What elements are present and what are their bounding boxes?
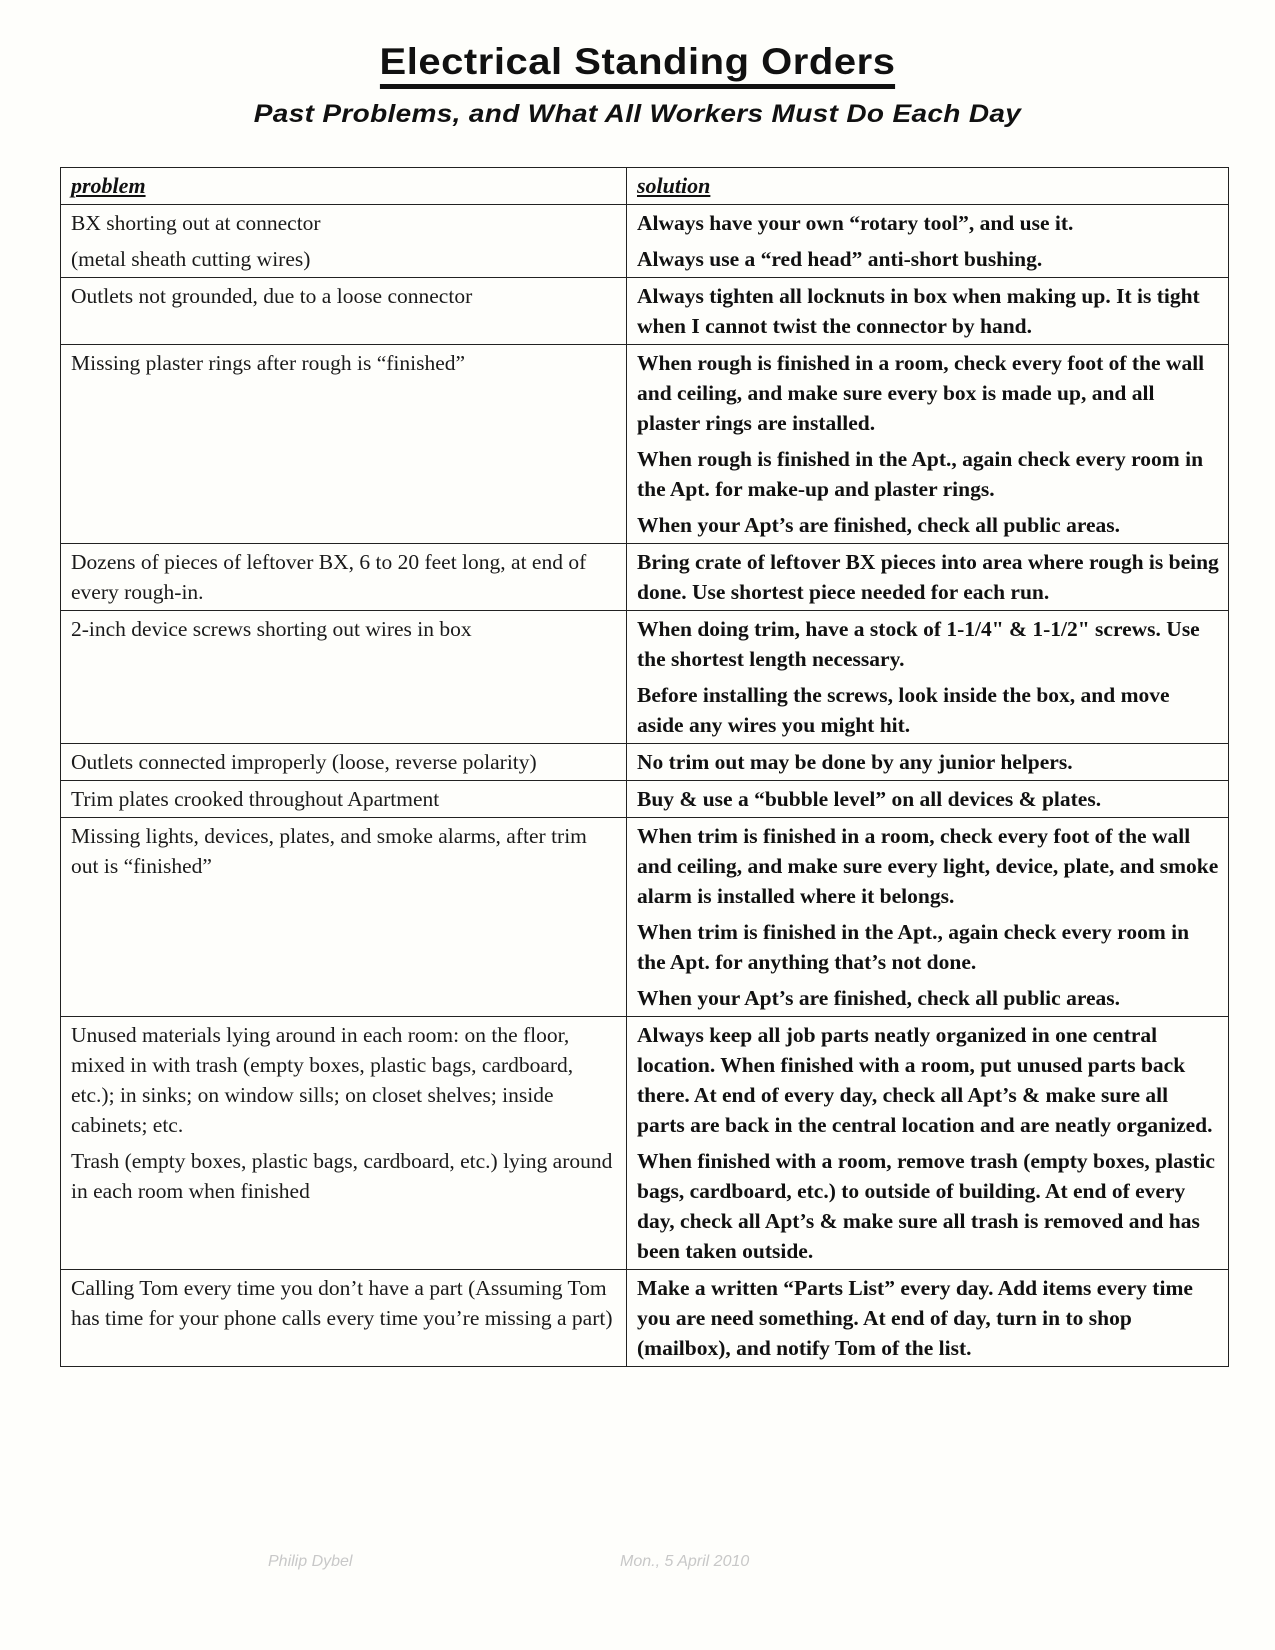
solution-cell <box>627 544 1229 611</box>
problem-cell <box>61 818 627 1017</box>
problem-text: Outlets connected improperly (loose, reverse polarity) <box>71 750 537 774</box>
table-row <box>61 1270 1229 1367</box>
table-row <box>61 744 1229 781</box>
table-row <box>61 781 1229 818</box>
solution-text: Make a written “Parts List” every day. Add items every time you are need something. At end of day, turn in to shop (mailbox), and notify Tom of the list. <box>637 1276 1193 1360</box>
solution-text: When finished with a room, remove trash (empty boxes, plastic bags, cardboard, etc.) to outside of building. At end of every day, check all Apt’s & make sure all trash is removed and has been taken outside. <box>637 1149 1215 1263</box>
solution-text: When your Apt’s are finished, check all public areas. <box>637 513 1121 537</box>
table-row <box>61 818 1229 1017</box>
problem-cell <box>61 781 627 818</box>
header-solution-cell <box>627 168 1229 205</box>
table-row <box>61 1017 1229 1270</box>
header-problem-cell <box>61 168 627 205</box>
solution-cell <box>627 278 1229 345</box>
problem-text: (metal sheath cutting wires) <box>71 247 311 271</box>
solution-cell <box>627 205 1229 278</box>
problem-cell <box>61 345 627 544</box>
table-row <box>61 205 1229 278</box>
solution-cell <box>627 781 1229 818</box>
problem-cell <box>61 278 627 345</box>
solution-cell <box>627 611 1229 744</box>
table-row <box>61 345 1229 544</box>
standing-orders-table <box>60 167 1229 1367</box>
solution-cell <box>627 1270 1229 1367</box>
solution-cell <box>627 1017 1229 1270</box>
header-solution: solution <box>637 173 711 198</box>
document-title-text: Electrical Standing Orders <box>380 40 896 89</box>
solution-text: Buy & use a “bubble level” on all devices & plates. <box>637 787 1102 811</box>
problem-cell <box>61 1017 627 1270</box>
footer-author: Philip Dybel <box>268 1553 353 1570</box>
solution-text: When rough is finished in the Apt., again check every room in the Apt. for make-up and plaster rings. <box>637 447 1204 501</box>
footer-date: Mon., 5 April 2010 <box>620 1553 750 1570</box>
problem-text: Trash (empty boxes, plastic bags, cardboard, etc.) lying around in each room when finished <box>71 1149 613 1203</box>
problem-cell <box>61 205 627 278</box>
solution-text: Always have your own “rotary tool”, and use it. <box>637 211 1074 235</box>
solution-text: Always tighten all locknuts in box when making up. It is tight when I cannot twist the connector by hand. <box>637 284 1200 338</box>
solution-cell <box>627 818 1229 1017</box>
table-row <box>61 544 1229 611</box>
solution-cell <box>627 744 1229 781</box>
solution-text: Always keep all job parts neatly organized in one central location. When finished with a room, put unused parts back there. At end of every day, check all Apt’s & make sure all parts are back in the central location and are neatly organized. <box>637 1023 1213 1137</box>
solution-text: When your Apt’s are finished, check all public areas. <box>637 986 1121 1010</box>
problem-cell <box>61 744 627 781</box>
problem-text: Trim plates crooked throughout Apartment <box>71 787 440 811</box>
solution-text: When trim is finished in a room, check every foot of the wall and ceiling, and make sure every light, device, plate, and smoke alarm is installed where it belongs. <box>637 824 1219 908</box>
problem-text: Dozens of pieces of leftover BX, 6 to 20 feet long, at end of every rough-in. <box>71 550 587 604</box>
solution-text: Bring crate of leftover BX pieces into area where rough is being done. Use shortest piece needed for each run. <box>637 550 1219 604</box>
solution-text: No trim out may be done by any junior helpers. <box>637 750 1073 774</box>
problem-cell <box>61 611 627 744</box>
table-row <box>61 278 1229 345</box>
document-title <box>0 40 1275 89</box>
problem-cell <box>61 1270 627 1367</box>
solution-text: When rough is finished in a room, check every foot of the wall and ceiling, and make sure every box is made up, and all plaster rings are installed. <box>637 351 1205 435</box>
problem-text: Calling Tom every time you don’t have a part (Assuming Tom has time for your phone calls every time you’re missing a part) <box>71 1276 613 1330</box>
solution-text: Always use a “red head” anti-short bushing. <box>637 247 1043 271</box>
problem-text: Missing plaster rings after rough is “finished” <box>71 351 466 375</box>
problem-cell <box>61 544 627 611</box>
solution-cell <box>627 345 1229 544</box>
problem-text: Unused materials lying around in each room: on the floor, mixed in with trash (empty boxes, plastic bags, cardboard, etc.); in sinks; on window sills; on closet shelves; inside cabinets; etc. <box>71 1023 574 1137</box>
header-problem: problem <box>71 173 146 198</box>
solution-text: Before installing the screws, look inside the box, and move aside any wires you might hit. <box>637 683 1170 737</box>
problem-text: Missing lights, devices, plates, and smoke alarms, after trim out is “finished” <box>71 824 587 878</box>
problem-text: BX shorting out at connector <box>71 211 321 235</box>
table-row <box>61 611 1229 744</box>
solution-text: When doing trim, have a stock of 1-1/4" & 1-1/2" screws. Use the shortest length necessary. <box>637 617 1200 671</box>
problem-text: Outlets not grounded, due to a loose connector <box>71 284 473 308</box>
table-header-row <box>61 168 1229 205</box>
document-subtitle: Past Problems, and What All Workers Must Do Each Day <box>253 100 1022 128</box>
problem-text: 2-inch device screws shorting out wires in box <box>71 617 472 641</box>
solution-text: When trim is finished in the Apt., again check every room in the Apt. for anything that’s not done. <box>637 920 1190 974</box>
